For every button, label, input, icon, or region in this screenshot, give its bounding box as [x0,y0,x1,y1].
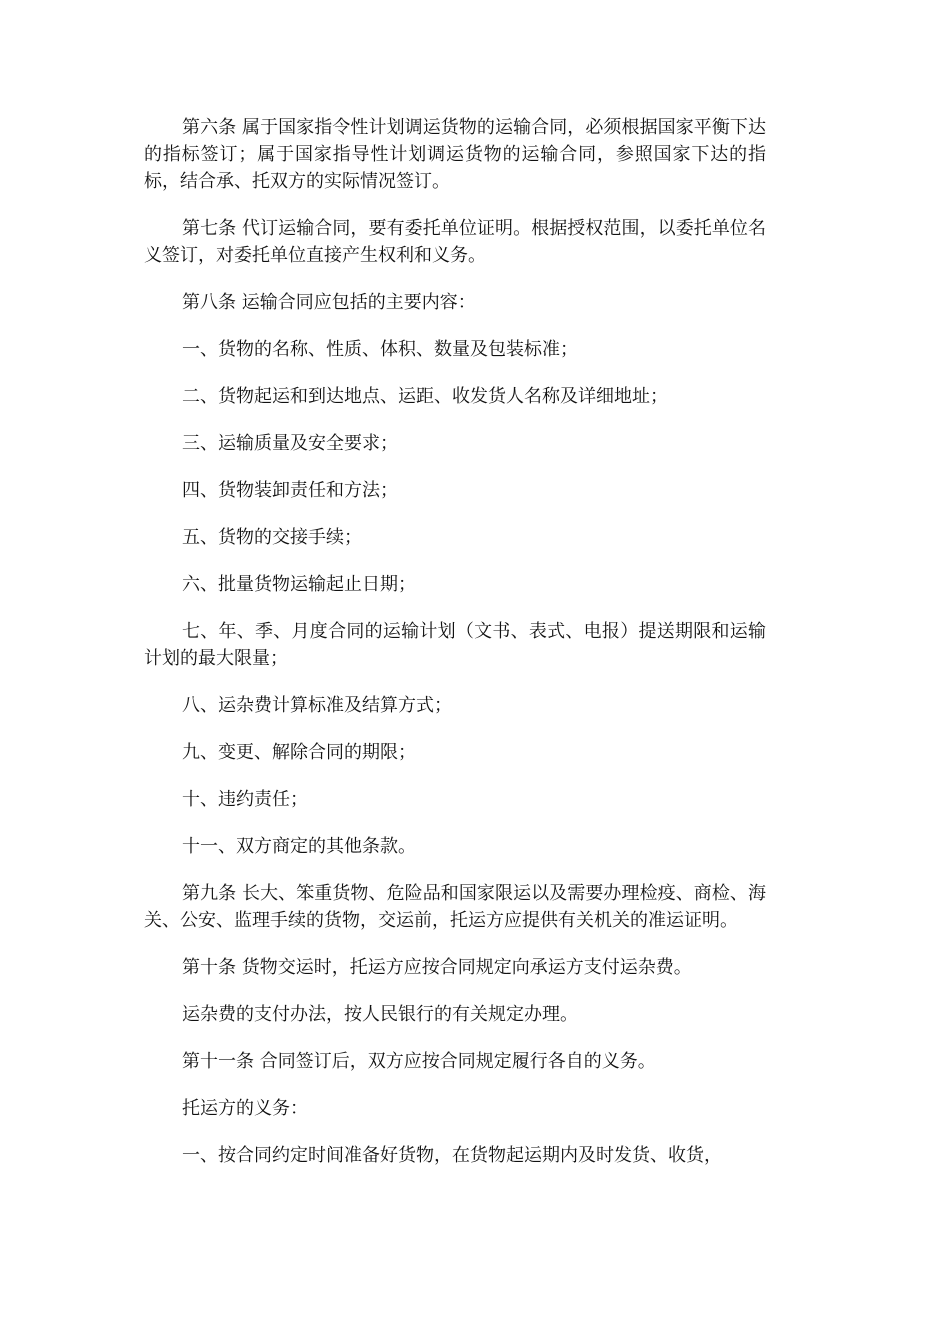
paragraph-article-8: 第八条 运输合同应包括的主要内容： [182,292,476,313]
list-item-6: 六、批量货物运输起止日期； [182,574,416,595]
list-item-7: 七、年、季、月度合同的运输计划（文书、表式、电报）提送期限和运输计划的最大限量； [144,621,766,669]
paragraph-article-10: 第十条 货物交运时，托运方应按合同规定向承运方支付运杂费。 [182,957,692,978]
list-item-3: 三、运输质量及安全要求； [182,433,398,454]
list-item-4: 四、货物装卸责任和方法； [182,480,398,501]
list-item-5: 五、货物的交接手续； [182,527,362,548]
list-item-10: 十、违约责任； [182,789,308,810]
list-item-9: 九、变更、解除合同的期限； [182,742,416,763]
paragraph-shipper-duties-heading: 托运方的义务： [182,1098,308,1119]
list-item-2: 二、货物起运和到达地点、运距、收发货人名称及详细地址； [182,386,668,407]
paragraph-article-9: 第九条 长大、笨重货物、危险品和国家限运以及需要办理检疫、商检、海关、公安、监理手续的货物，交运前，托运方应提供有关机关的准运证明。 [144,883,766,931]
list-item-8: 八、运杂费计算标准及结算方式； [182,695,452,716]
paragraph-shipper-duty-1: 一、按合同约定时间准备好货物，在货物起运期内及时发货、收货， [182,1145,722,1166]
paragraph-payment-method: 运杂费的支付办法，按人民银行的有关规定办理。 [182,1004,578,1025]
paragraph-article-7: 第七条 代订运输合同，要有委托单位证明。根据授权范围，以委托单位名义签订，对委托单位直接产生权利和义务。 [144,218,766,266]
paragraph-article-6: 第六条 属于国家指令性计划调运货物的运输合同，必须根据国家平衡下达的指标签订；属于国家指导性计划调运货物的运输合同，参照国家下达的指标，结合承、托双方的实际情况签订。 [144,117,766,192]
list-item-1: 一、货物的名称、性质、体积、数量及包装标准； [182,339,578,360]
list-item-11: 十一、双方商定的其他条款。 [182,836,416,857]
document-body [144,114,766,1189]
paragraph-article-11: 第十一条 合同签订后，双方应按合同规定履行各自的义务。 [182,1051,656,1072]
